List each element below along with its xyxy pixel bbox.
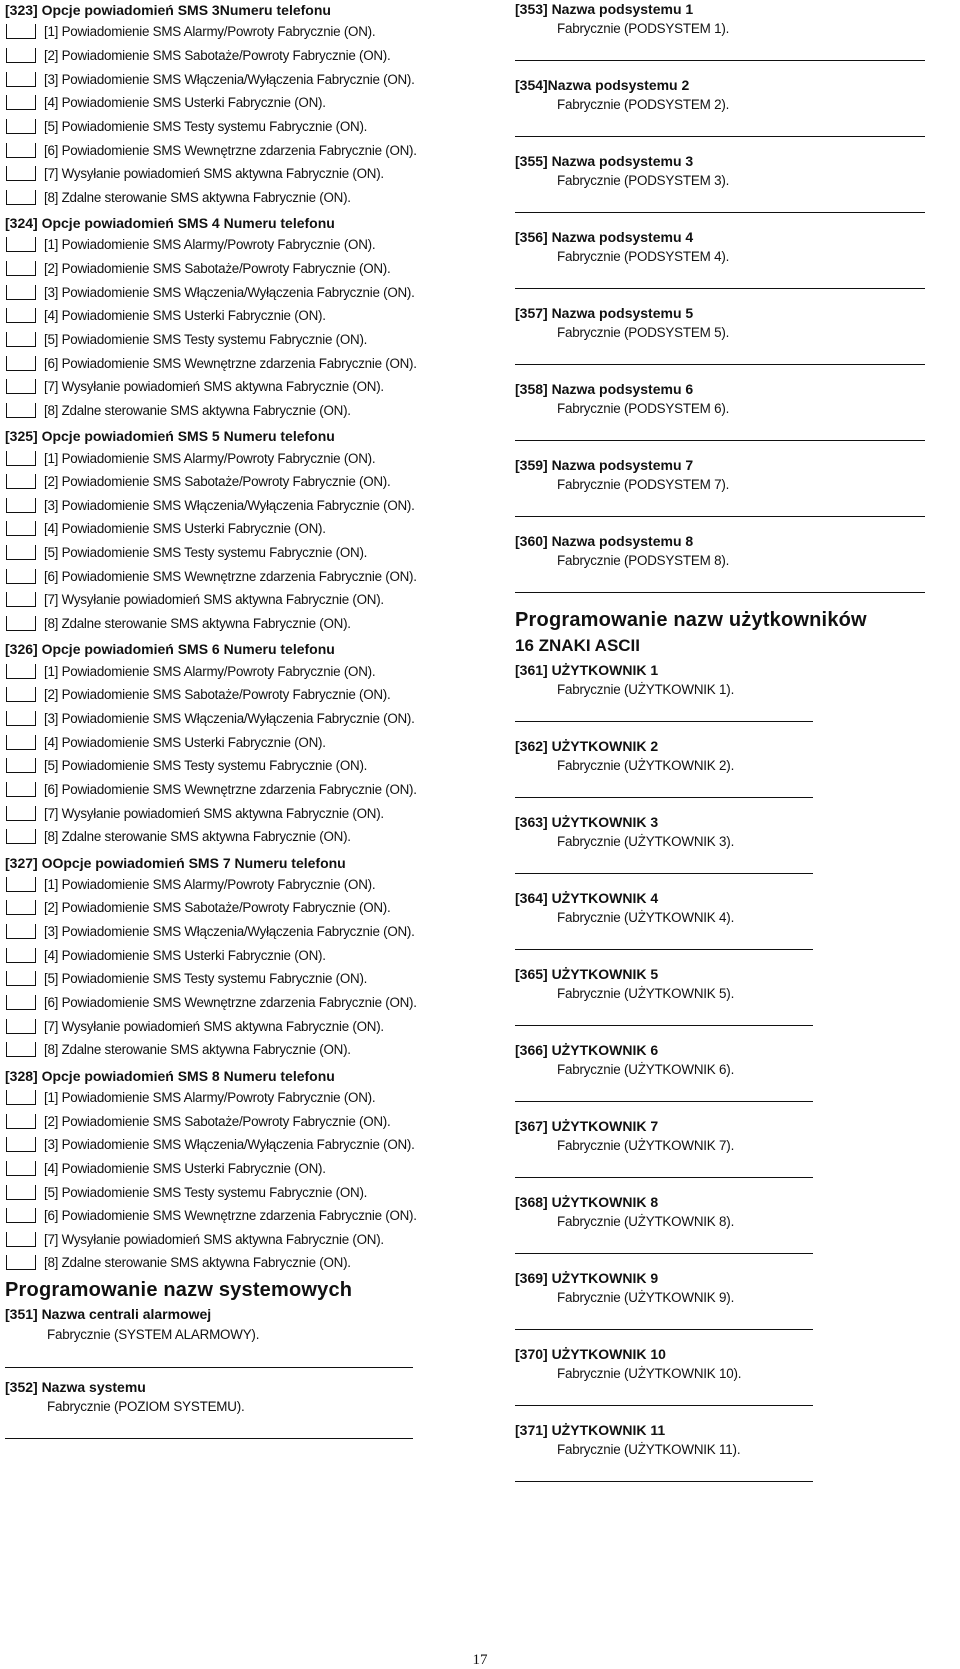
user-name-item [515,737,955,798]
sms-option-row [5,659,495,683]
sms-option-label: [5] Powiadomienie SMS Testy systemu Fabrycznie (ON). [44,545,368,561]
sms-section [5,1066,495,1275]
sms-option-row [5,778,495,802]
sms-section [5,426,495,635]
user-name-item [515,1269,955,1330]
option-checkbox[interactable] [6,545,36,560]
sms-option-label: [8] Zdalne sterowanie SMS aktywna Fabrycznie (ON). [44,1042,351,1058]
sms-option-row [5,873,495,897]
sms-option-label: [5] Powiadomienie SMS Testy systemu Fabrycznie (ON). [44,1184,368,1200]
option-checkbox[interactable] [6,1208,36,1223]
sms-option-label: [1] Powiadomienie SMS Alarmy/Powroty Fabrycznie (ON). [44,663,376,679]
option-checkbox[interactable] [6,356,36,371]
sms-option-row [5,20,495,44]
user-name-default: Fabrycznie (UŻYTKOWNIK 10). [557,1366,742,1381]
system-names-section [5,1277,495,1439]
user-name-title: [368] UŻYTKOWNIK 8 [515,1194,659,1210]
option-checkbox[interactable] [6,143,36,158]
sms-option-row [5,1014,495,1038]
user-name-default: Fabrycznie (UŻYTKOWNIK 3). [557,834,735,849]
sms-option-label: [2] Powiadomienie SMS Sabotaże/Powroty Fabrycznie (ON). [44,47,391,63]
sms-option-label: [3] Powiadomienie SMS Włączenia/Wyłączenia Fabrycznie (ON). [44,1137,415,1153]
user-name-default: Fabrycznie (UŻYTKOWNIK 7). [557,1138,735,1153]
user-name-item [515,965,955,1026]
sms-option-row [5,67,495,91]
user-name-title: [361] UŻYTKOWNIK 1 [515,662,659,678]
user-name-title: [371] UŻYTKOWNIK 11 [515,1422,666,1438]
option-checkbox[interactable] [6,72,36,87]
subsystem-name-default: Fabrycznie (PODSYSTEM 4). [557,249,730,264]
sms-section [5,0,495,209]
sms-option-row [5,351,495,375]
option-checkbox[interactable] [6,237,36,252]
sms-option-label: [6] Powiadomienie SMS Wewnętrzne zdarzenia Fabrycznie (ON). [44,1208,417,1224]
sms-option-label: [8] Zdalne sterowanie SMS aktywna Fabrycznie (ON). [44,1255,351,1271]
sms-option-label: [5] Powiadomienie SMS Testy systemu Fabrycznie (ON). [44,332,368,347]
sms-option-label: [4] Powiadomienie SMS Usterki Fabrycznie (ON). [44,521,326,537]
sms-option-label: [6] Powiadomienie SMS Wewnętrzne zdarzenia Fabrycznie (ON). [44,568,417,584]
subsystem-name-title: [355] Nazwa podsystemu 3 [515,153,694,169]
sms-option-row [5,257,495,281]
sms-option-row [5,399,495,423]
left-column [5,0,495,1439]
sms-option-label: [3] Powiadomienie SMS Włączenia/Wyłączenia Fabrycznie (ON). [44,924,415,940]
user-names-subheading: 16 ZNAKI ASCII [515,636,641,655]
option-checkbox[interactable] [6,995,36,1010]
option-checkbox[interactable] [6,285,36,300]
option-checkbox[interactable] [6,1019,36,1034]
option-checkbox[interactable] [6,782,36,797]
user-name-default: Fabrycznie (UŻYTKOWNIK 1). [557,682,735,697]
sms-option-label: [5] Powiadomienie SMS Testy systemu Fabrycznie (ON). [44,118,368,134]
option-checkbox[interactable] [6,1161,36,1176]
sms-option-label: [6] Powiadomienie SMS Wewnętrzne zdarzenia Fabrycznie (ON). [44,142,417,158]
sms-option-row [5,233,495,257]
sms-option-row [5,1227,495,1251]
sms-option-label: [3] Powiadomienie SMS Włączenia/Wyłączenia Fabrycznie (ON). [44,710,415,726]
user-name-item [515,1345,955,1406]
sms-option-label: [4] Powiadomienie SMS Usterki Fabrycznie (ON). [44,95,326,111]
user-name-entry-line[interactable] [515,1079,813,1102]
user-name-entry-line[interactable] [515,1003,813,1026]
user-name-default: Fabrycznie (UŻYTKOWNIK 2). [557,758,735,773]
option-checkbox[interactable] [6,1232,36,1247]
sms-section [5,639,495,848]
sms-option-label: [3] Powiadomienie SMS Włączenia/Wyłączenia Fabrycznie (ON). [44,71,415,87]
option-checkbox[interactable] [6,758,36,773]
option-checkbox[interactable] [6,95,36,110]
subsystem-name-entry-line[interactable] [515,342,925,365]
option-checkbox[interactable] [6,521,36,536]
option-checkbox[interactable] [6,1042,36,1057]
sms-option-label: [5] Powiadomienie SMS Testy systemu Fabrycznie (ON). [44,758,368,774]
subsystem-name-item [515,304,955,365]
subsystem-name-item [515,152,955,213]
subsystem-name-default: Fabrycznie (PODSYSTEM 2). [557,97,730,112]
user-name-title: [369] UŻYTKOWNIK 9 [515,1270,659,1286]
sms-option-label: [2] Powiadomienie SMS Sabotaże/Powroty Fabrycznie (ON). [44,474,391,490]
sms-option-row [5,162,495,186]
sms-section [5,213,495,422]
user-name-entry-line[interactable] [515,1307,813,1330]
sms-option-row [5,138,495,162]
sms-option-row [5,517,495,541]
sms-option-row [5,564,495,588]
sms-section-title: [326] Opcje powiadomień SMS 6 Numeru telefonu [5,641,335,658]
option-checkbox[interactable] [6,119,36,134]
user-names-section [515,607,955,1482]
user-name-default: Fabrycznie (UŻYTKOWNIK 8). [557,1214,735,1229]
user-name-default: Fabrycznie (UŻYTKOWNIK 11). [557,1442,741,1457]
sms-option-label: [7] Wysyłanie powiadomień SMS aktywna Fabrycznie (ON). [44,592,384,608]
sms-option-row [5,683,495,707]
right-column [515,0,955,1482]
sms-option-row [5,446,495,470]
sms-section-title: [324] Opcje powiadomień SMS 4 Numeru telefonu [5,215,335,232]
sms-option-row [5,91,495,115]
user-name-item [515,1193,955,1254]
sms-option-label: [3] Powiadomienie SMS Włączenia/Wyłączenia Fabrycznie (ON). [44,497,415,513]
option-checkbox[interactable] [6,569,36,584]
sms-sections [5,0,495,1275]
sms-option-row [5,943,495,967]
option-checkbox[interactable] [6,261,36,276]
option-checkbox[interactable] [6,687,36,702]
sms-option-row [5,801,495,825]
subsystem-name-entry-line[interactable] [515,418,925,441]
subsystem-name-default: Fabrycznie (PODSYSTEM 1). [557,21,730,36]
sms-option-label: [2] Powiadomienie SMS Sabotaże/Powroty Fabrycznie (ON). [44,261,391,277]
option-checkbox[interactable] [6,474,36,489]
sms-option-label: [7] Wysyłanie powiadomień SMS aktywna Fabrycznie (ON). [44,166,384,182]
sms-option-row [5,1109,495,1133]
option-checkbox[interactable] [6,664,36,679]
system-name-default: Fabrycznie (SYSTEM ALARMOWY). [47,1326,260,1342]
sms-option-row [5,541,495,565]
subsystem-names [515,0,955,593]
user-name-item [515,1117,955,1178]
sms-option-row [5,920,495,944]
subsystem-name-title: [353] Nazwa podsystemu 1 [515,1,694,17]
sms-section-title: [327] OOpcje powiadomień SMS 7 Numeru telefonu [5,854,346,871]
option-checkbox[interactable] [6,498,36,513]
sms-option-label: [1] Powiadomienie SMS Alarmy/Powroty Fabrycznie (ON). [44,876,376,892]
user-name-title: [362] UŻYTKOWNIK 2 [515,738,659,754]
subsystem-name-entry-line[interactable] [515,114,925,137]
sms-option-row [5,1038,495,1062]
sms-option-label: [1] Powiadomienie SMS Alarmy/Powroty Fabrycznie (ON). [44,450,376,466]
sms-option-label: [4] Powiadomienie SMS Usterki Fabrycznie (ON). [44,308,326,324]
option-checkbox[interactable] [6,24,36,39]
sms-option-label: [5] Powiadomienie SMS Testy systemu Fabrycznie (ON). [44,971,368,987]
subsystem-name-default: Fabrycznie (PODSYSTEM 5). [557,325,730,340]
option-checkbox[interactable] [6,735,36,750]
option-checkbox[interactable] [6,806,36,821]
sms-option-row [5,1086,495,1110]
sms-option-label: [2] Powiadomienie SMS Sabotaże/Powroty Fabrycznie (ON). [44,687,391,703]
option-checkbox[interactable] [6,900,36,915]
option-checkbox[interactable] [6,829,36,844]
sms-option-row [5,494,495,518]
sms-option-label: [6] Powiadomienie SMS Wewnętrzne zdarzenia Fabrycznie (ON). [44,781,417,797]
subsystem-name-item [515,456,955,517]
option-checkbox[interactable] [6,1185,36,1200]
sms-option-row [5,754,495,778]
sms-option-label: [2] Powiadomienie SMS Sabotaże/Powroty Fabrycznie (ON). [44,1113,391,1129]
sms-section-title: [328] Opcje powiadomień SMS 8 Numeru telefonu [5,1067,335,1084]
sms-option-label: [1] Powiadomienie SMS Alarmy/Powroty Fabrycznie (ON). [44,24,376,40]
option-checkbox[interactable] [6,616,36,631]
user-name-default: Fabrycznie (UŻYTKOWNIK 6). [557,1062,735,1077]
sms-option-row [5,612,495,636]
subsystem-name-item [515,76,955,137]
option-checkbox[interactable] [6,451,36,466]
option-checkbox[interactable] [6,924,36,939]
subsystem-name-title: [357] Nazwa podsystemu 5 [515,305,694,321]
user-name-entry-line[interactable] [515,851,813,874]
user-name-title: [364] UŻYTKOWNIK 4 [515,890,659,906]
system-names-heading: Programowanie nazw systemowych [5,1278,353,1301]
option-checkbox[interactable] [6,48,36,63]
user-name-title: [367] UŻYTKOWNIK 7 [515,1118,659,1134]
sms-option-row [5,1204,495,1228]
sms-option-row [5,991,495,1015]
sms-option-row [5,707,495,731]
subsystem-name-title: [360] Nazwa podsystemu 8 [515,533,694,549]
sms-option-label: [6] Powiadomienie SMS Wewnętrzne zdarzenia Fabrycznie (ON). [44,355,417,371]
option-checkbox[interactable] [6,332,36,347]
subsystem-name-title: [356] Nazwa podsystemu 4 [515,229,694,245]
subsystem-name-item [515,532,955,593]
user-names [515,661,955,1482]
sms-option-row [5,328,495,352]
sms-option-label: [4] Powiadomienie SMS Usterki Fabrycznie (ON). [44,947,326,963]
subsystem-name-item [515,228,955,289]
sms-option-row [5,1157,495,1181]
user-name-entry-line[interactable] [515,1231,813,1254]
page-number: 17 [472,1652,488,1668]
user-name-default: Fabrycznie (UŻYTKOWNIK 5). [557,986,735,1001]
sms-option-row [5,1133,495,1157]
sms-option-row [5,1251,495,1275]
subsystem-name-entry-line[interactable] [515,494,925,517]
user-name-title: [363] UŻYTKOWNIK 3 [515,814,659,830]
subsystem-name-item [515,380,955,441]
subsystem-name-default: Fabrycznie (PODSYSTEM 8). [557,553,730,568]
sms-option-row [5,115,495,139]
user-name-title: [365] UŻYTKOWNIK 5 [515,966,659,982]
option-checkbox[interactable] [6,1114,36,1129]
sms-option-row [5,825,495,849]
subsystem-name-default: Fabrycznie (PODSYSTEM 3). [557,173,730,188]
user-name-item [515,1421,955,1482]
user-name-entry-line[interactable] [515,927,813,950]
subsystem-name-default: Fabrycznie (PODSYSTEM 7). [557,477,730,492]
subsystem-name-title: [354]Nazwa podsystemu 2 [515,77,690,93]
sms-option-row [5,280,495,304]
user-name-title: [366] UŻYTKOWNIK 6 [515,1042,659,1058]
sms-option-label: [7] Wysyłanie powiadomień SMS aktywna Fabrycznie (ON). [44,379,384,395]
sms-option-label: [7] Wysyłanie powiadomień SMS aktywna Fabrycznie (ON). [44,1018,384,1034]
system-name-entry-line[interactable] [5,1416,413,1439]
subsystem-name-entry-line[interactable] [515,38,925,61]
option-checkbox[interactable] [6,971,36,986]
sms-option-row [5,470,495,494]
option-checkbox[interactable] [6,711,36,726]
subsystem-name-entry-line[interactable] [515,266,925,289]
sms-option-row [5,730,495,754]
sms-section [5,853,495,1062]
sms-section-title: [325] Opcje powiadomień SMS 5 Numeru telefonu [5,428,335,445]
user-name-entry-line[interactable] [515,699,813,722]
sms-option-label: [2] Powiadomienie SMS Sabotaże/Powroty Fabrycznie (ON). [44,900,391,916]
system-name-title: [351] Nazwa centrali alarmowej [5,1305,212,1322]
sms-option-label: [7] Wysyłanie powiadomień SMS aktywna Fabrycznie (ON). [44,1231,384,1247]
sms-option-label: [3] Powiadomienie SMS Włączenia/Wyłączenia Fabrycznie (ON). [44,284,415,300]
user-name-default: Fabrycznie (UŻYTKOWNIK 4). [557,910,735,925]
sms-option-label: [8] Zdalne sterowanie SMS aktywna Fabrycznie (ON). [44,616,351,632]
sms-option-label: [1] Powiadomienie SMS Alarmy/Powroty Fabrycznie (ON). [44,237,376,253]
user-name-entry-line[interactable] [515,1155,813,1178]
user-name-item [515,661,955,722]
user-names-heading: Programowanie nazw użytkowników [515,609,867,631]
sms-option-row [5,1180,495,1204]
user-name-item [515,1041,955,1102]
option-checkbox[interactable] [6,403,36,418]
user-name-entry-line[interactable] [515,1459,813,1482]
user-name-title: [370] UŻYTKOWNIK 10 [515,1346,666,1362]
subsystem-name-title: [358] Nazwa podsystemu 6 [515,381,694,397]
sms-option-label: [8] Zdalne sterowanie SMS aktywna Fabrycznie (ON). [44,189,351,205]
sms-option-label: [7] Wysyłanie powiadomień SMS aktywna Fabrycznie (ON). [44,805,384,821]
sms-option-label: [6] Powiadomienie SMS Wewnętrzne zdarzenia Fabrycznie (ON). [44,995,417,1011]
sms-option-row [5,896,495,920]
option-checkbox[interactable] [6,1137,36,1152]
system-name-item [5,1378,495,1439]
option-checkbox[interactable] [6,379,36,394]
option-checkbox[interactable] [6,877,36,892]
option-checkbox[interactable] [6,1255,36,1270]
system-name-entry-line[interactable] [5,1344,413,1368]
option-checkbox[interactable] [6,948,36,963]
subsystem-name-item [515,0,955,61]
option-checkbox[interactable] [6,166,36,181]
subsystem-name-default: Fabrycznie (PODSYSTEM 6). [557,401,730,416]
sms-option-row [5,304,495,328]
user-name-default: Fabrycznie (UŻYTKOWNIK 9). [557,1290,735,1305]
sms-option-row [5,588,495,612]
sms-option-row [5,375,495,399]
user-name-item [515,813,955,874]
sms-option-row [5,185,495,209]
sms-option-label: [1] Powiadomienie SMS Alarmy/Powroty Fabrycznie (ON). [44,1089,376,1105]
subsystem-name-entry-line[interactable] [515,570,925,593]
option-checkbox[interactable] [6,1090,36,1105]
system-name-item [5,1305,495,1368]
subsystem-name-title: [359] Nazwa podsystemu 7 [515,457,694,473]
user-name-item [515,889,955,950]
sms-option-label: [8] Zdalne sterowanie SMS aktywna Fabrycznie (ON). [44,829,351,845]
sms-option-label: [8] Zdalne sterowanie SMS aktywna Fabrycznie (ON). [44,402,351,418]
user-name-entry-line[interactable] [515,775,813,798]
option-checkbox[interactable] [6,190,36,205]
sms-option-label: [4] Powiadomienie SMS Usterki Fabrycznie (ON). [44,734,326,750]
sms-option-label: [4] Powiadomienie SMS Usterki Fabrycznie (ON). [44,1160,326,1176]
option-checkbox[interactable] [6,308,36,323]
sms-section-title: [323] Opcje powiadomień SMS 3Numeru telefonu [5,2,331,18]
user-name-entry-line[interactable] [515,1383,813,1406]
subsystem-name-entry-line[interactable] [515,190,925,213]
sms-option-row [5,44,495,68]
option-checkbox[interactable] [6,592,36,607]
system-name-default: Fabrycznie (POZIOM SYSTEMU). [47,1398,245,1414]
system-name-title: [352] Nazwa systemu [5,1378,146,1395]
sms-option-row [5,967,495,991]
